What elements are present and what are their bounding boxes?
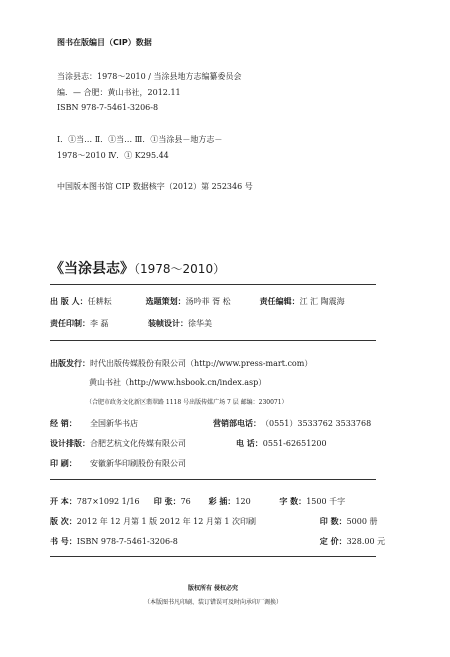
printing-label: 责任印制： [50, 319, 90, 328]
divider [50, 340, 376, 341]
divider [50, 284, 376, 285]
phone-value: 0551-62651200 [262, 439, 327, 448]
replacement-note: （本版图书凡印刷、装订错误可及时向承印厂调换） [143, 599, 282, 606]
design-label: 装帧设计： [148, 319, 188, 328]
printing-value: 李 磊 [90, 319, 109, 328]
editor-label: 责任编辑： [259, 297, 300, 306]
cip-line: 中国版本图书馆 CIP 数据核字（2012）第 252346 号 [57, 182, 253, 191]
specs-row [50, 516, 378, 527]
cip-line: 编．— 合肥：黄山书社，2012.11 [57, 88, 181, 97]
divider [50, 556, 376, 557]
format-value: 787×1092 1/16 [76, 497, 140, 506]
publishing-row [50, 358, 312, 369]
cip-line: Ⅰ．①当… Ⅱ．①当… Ⅲ．①当涂县－地方志－ [57, 135, 223, 144]
cip-line: ISBN 978-7-5461-3206-8 [57, 103, 159, 112]
publisher-label: 出 版 人： [50, 297, 88, 306]
phone-label: 电 话： [236, 439, 263, 448]
price-value: 328.00 元 [346, 537, 386, 546]
book-title-block [50, 258, 225, 278]
typeset-value: 合肥艺杭文化传媒有限公司 [90, 439, 186, 448]
sales-phone: （0551）3533762 3533768 [261, 419, 372, 428]
cip-line: 当涂县志：1978～2010 / 当涂县地方志编纂委员会 [57, 72, 242, 81]
distribution-label: 经 销： [50, 419, 77, 428]
run-label: 印 数： [319, 517, 347, 526]
price-label: 定 价： [319, 537, 347, 546]
sales-label: 营销部电话： [213, 419, 261, 428]
edition-value: 2012 年 12 月第 1 版 2012 年 12 月第 1 次印刷 [76, 517, 257, 526]
plates-value: 120 [235, 497, 251, 506]
credits-row [50, 318, 212, 329]
cip-heading: 图书在版编目（CIP）数据 [57, 38, 152, 47]
distribution-row [50, 418, 371, 429]
design-value: 徐华美 [188, 319, 212, 328]
publisher-value: 任耕耘 [87, 297, 112, 306]
book-years: （1978～2010） [134, 262, 226, 276]
credits-row [50, 296, 345, 307]
typeset-label: 设计排版： [50, 439, 90, 448]
publishing-company: 时代出版传媒股份有限公司（http://www.press-mart.com） [90, 359, 313, 368]
planner-value: 汤吟菲 胥 松 [185, 297, 231, 306]
divider [50, 479, 376, 480]
publishing-address: （合肥市政务文化新区翡翠路 1118 号出版传媒广场 7 层 邮编：230071） [86, 399, 288, 406]
sheets-label: 印 张： [153, 497, 181, 506]
rights-notice: 版权所有 侵权必究 [187, 585, 239, 592]
format-label: 开 本： [50, 497, 77, 506]
isbn-value: ISBN 978-7-5461-3206-8 [76, 537, 178, 546]
run-value: 5000 册 [346, 517, 378, 526]
edition-label: 版 次： [50, 517, 77, 526]
printer-value: 安徽新华印刷股份有限公司 [90, 459, 186, 468]
planner-label: 选题策划： [145, 297, 186, 306]
typeset-row [50, 438, 327, 449]
publishing-house: 黄山书社（http://www.hsbook.cn/index.asp） [89, 378, 267, 387]
plates-label: 彩 插： [208, 497, 236, 506]
distribution-value: 全国新华书店 [90, 419, 138, 428]
publishing-label: 出版发行： [50, 359, 90, 368]
cip-line: 1978～2010 Ⅳ．① K295.44 [57, 151, 169, 160]
words-label: 字 数： [279, 497, 307, 506]
words-value: 1500 千字 [306, 497, 346, 506]
book-title: 《当涂县志》 [50, 261, 134, 277]
specs-row [50, 496, 345, 507]
specs-row [50, 536, 385, 547]
sheets-value: 76 [180, 497, 191, 506]
printer-row [50, 458, 186, 469]
isbn-label: 书 号： [50, 537, 77, 546]
editor-value: 江 汇 陶震海 [299, 297, 345, 306]
publishing-row [89, 377, 266, 388]
printer-label: 印 刷： [50, 459, 77, 468]
